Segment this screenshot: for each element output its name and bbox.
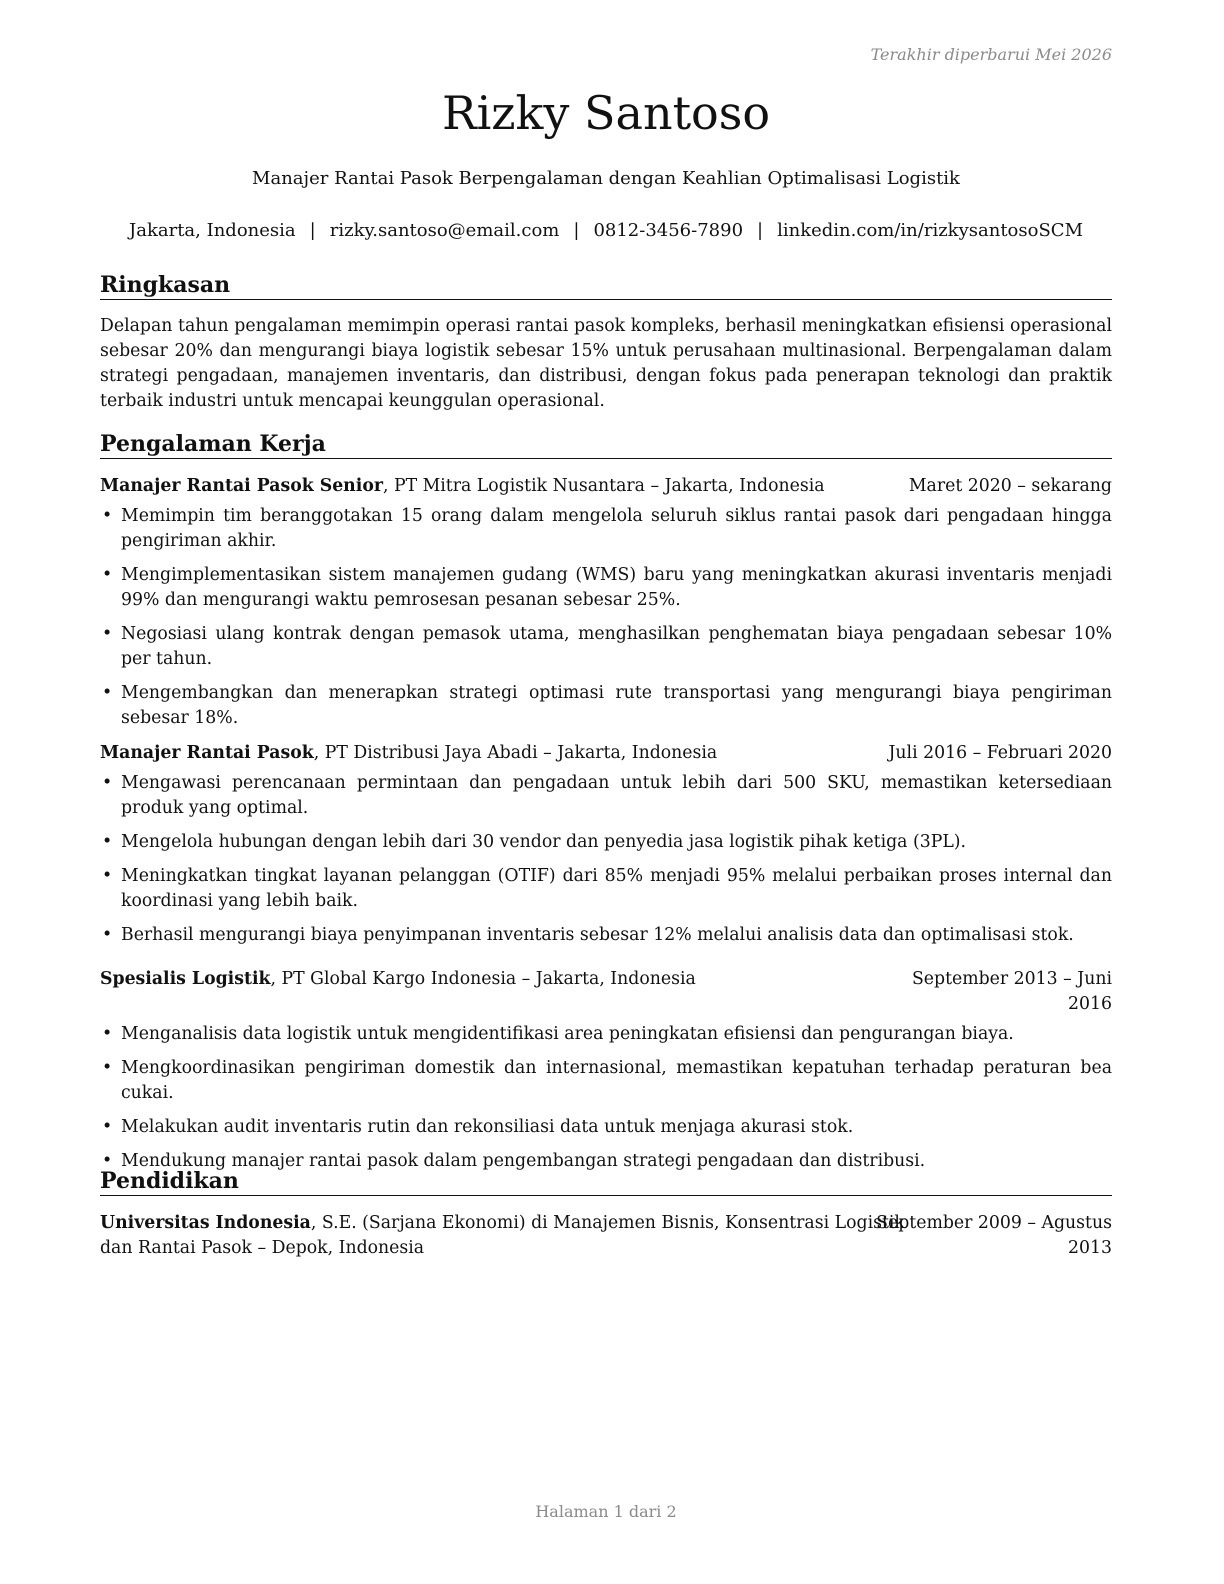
education-date-line2: 2013: [1068, 1238, 1112, 1258]
job-role: Manajer Rantai Pasok Senior: [100, 476, 383, 496]
job-date: Maret 2020 – sekarang: [908, 476, 1112, 496]
section-title-education: Pendidikan: [100, 1168, 1112, 1196]
job-company: , PT Global Kargo Indonesia – Jakarta, Indonesia: [270, 969, 696, 989]
page-number: Halaman 1 dari 2: [535, 1502, 677, 1521]
job-bullets: [100, 1022, 1112, 1183]
job-date-line2: 2016: [1068, 994, 1112, 1014]
section-title-summary: Ringkasan: [100, 272, 1112, 300]
contact-separator: |: [309, 220, 316, 241]
list-item: • Mengimplementasikan sistem manajemen gudang (WMS) baru yang meningkatkan akurasi inventaris menjadi 99% dan mengurangi waktu pemrosesan pesanan sebesar 25%.: [100, 563, 1112, 613]
job-bullets: [100, 504, 1112, 740]
contact-email[interactable]: rizky.santoso@email.com: [329, 220, 560, 241]
education-degree-line2: dan Rantai Pasok – Depok, Indonesia: [100, 1238, 425, 1258]
contact-location: Jakarta, Indonesia: [129, 220, 296, 241]
summary-text: Delapan tahun pengalaman memimpin operasi rantai pasok kompleks, berhasil meningkatkan efisiensi operasional sebesar 20% dan mengurangi biaya logistik sebesar 15% untuk perusahaan multinasional. Berpengalaman dalam strategi pengadaan, manajemen inventaris, dan distribusi, dengan fokus pada penerapan teknologi dan praktik terbaik industri untuk mencapai keunggulan operasional.: [100, 316, 1112, 411]
education-entry: [100, 1211, 1112, 1261]
job-header: [100, 741, 1112, 766]
list-item: • Mengawasi perencanaan permintaan dan pengadaan untuk lebih dari 500 SKU, memastikan ketersediaan produk yang optimal.: [100, 771, 1112, 821]
education-degree-line1: , S.E. (Sarjana Ekonomi) di Manajemen Bisnis, Konsentrasi Logistik: [310, 1213, 905, 1233]
education-school: Universitas Indonesia: [100, 1213, 311, 1233]
list-item: • Mengelola hubungan dengan lebih dari 30 vendor dan penyedia jasa logistik pihak ketiga (3PL).: [100, 830, 1112, 855]
list-item: • Berhasil mengurangi biaya penyimpanan inventaris sebesar 12% melalui analisis data dan optimalisasi stok.: [100, 923, 1112, 948]
job-company: , PT Mitra Logistik Nusantara – Jakarta, Indonesia: [382, 476, 825, 496]
list-item: • Meningkatkan tingkat layanan pelanggan (OTIF) dari 85% menjadi 95% melalui perbaikan proses internal dan koordinasi yang lebih baik.: [100, 864, 1112, 914]
list-item: • Menganalisis data logistik untuk mengidentifikasi area peningkatan efisiensi dan pengurangan biaya.: [100, 1022, 1112, 1047]
job-date: [912, 967, 1112, 1017]
list-item: • Negosiasi ulang kontrak dengan pemasok utama, menghasilkan penghematan biaya pengadaan sebesar 10% per tahun.: [100, 622, 1112, 672]
job-date-line1: September 2013 – Juni: [911, 969, 1112, 989]
list-item: • Mengembangkan dan menerapkan strategi optimasi rute transportasi yang mengurangi biaya pengiriman sebesar 18%.: [100, 681, 1112, 731]
education-date-line1: September 2009 – Agustus: [876, 1213, 1112, 1233]
section-title-experience: Pengalaman Kerja: [100, 431, 1112, 459]
contact-separator: |: [573, 220, 580, 241]
last-updated: Terakhir diperbarui Mei 2026: [870, 45, 1112, 64]
job-bullets: [100, 771, 1112, 957]
list-item: • Mendukung manajer rantai pasok dalam pengembangan strategi pengadaan dan distribusi.: [100, 1149, 1112, 1174]
job-role: Manajer Rantai Pasok: [100, 743, 314, 763]
list-item: • Memimpin tim beranggotakan 15 orang dalam mengelola seluruh siklus rantai pasok dari pengadaan hingga pengiriman akhir.: [100, 504, 1112, 554]
education-date: [876, 1211, 1112, 1261]
list-item: • Mengkoordinasikan pengiriman domestik dan internasional, memastikan kepatuhan terhadap peraturan bea cukai.: [100, 1056, 1112, 1106]
contact-linkedin[interactable]: linkedin.com/in/rizkysantosoSCM: [777, 220, 1083, 241]
contact-line: [100, 220, 1112, 241]
resume-page: [100, 0, 1112, 1584]
job-company: , PT Distribusi Jaya Abadi – Jakarta, Indonesia: [313, 743, 718, 763]
job-header: [100, 967, 1112, 1014]
job-date: Juli 2016 – Februari 2020: [888, 743, 1112, 763]
contact-phone: 0812-3456-7890: [593, 220, 744, 241]
job-role: Spesialis Logistik: [100, 969, 271, 989]
contact-separator: |: [757, 220, 764, 241]
headline: Manajer Rantai Pasok Berpengalaman dengan Keahlian Optimalisasi Logistik: [252, 168, 960, 189]
list-item: • Melakukan audit inventaris rutin dan rekonsiliasi data untuk menjaga akurasi stok.: [100, 1115, 1112, 1140]
candidate-name: Rizky Santoso: [441, 86, 771, 140]
job-header: [100, 474, 1112, 499]
